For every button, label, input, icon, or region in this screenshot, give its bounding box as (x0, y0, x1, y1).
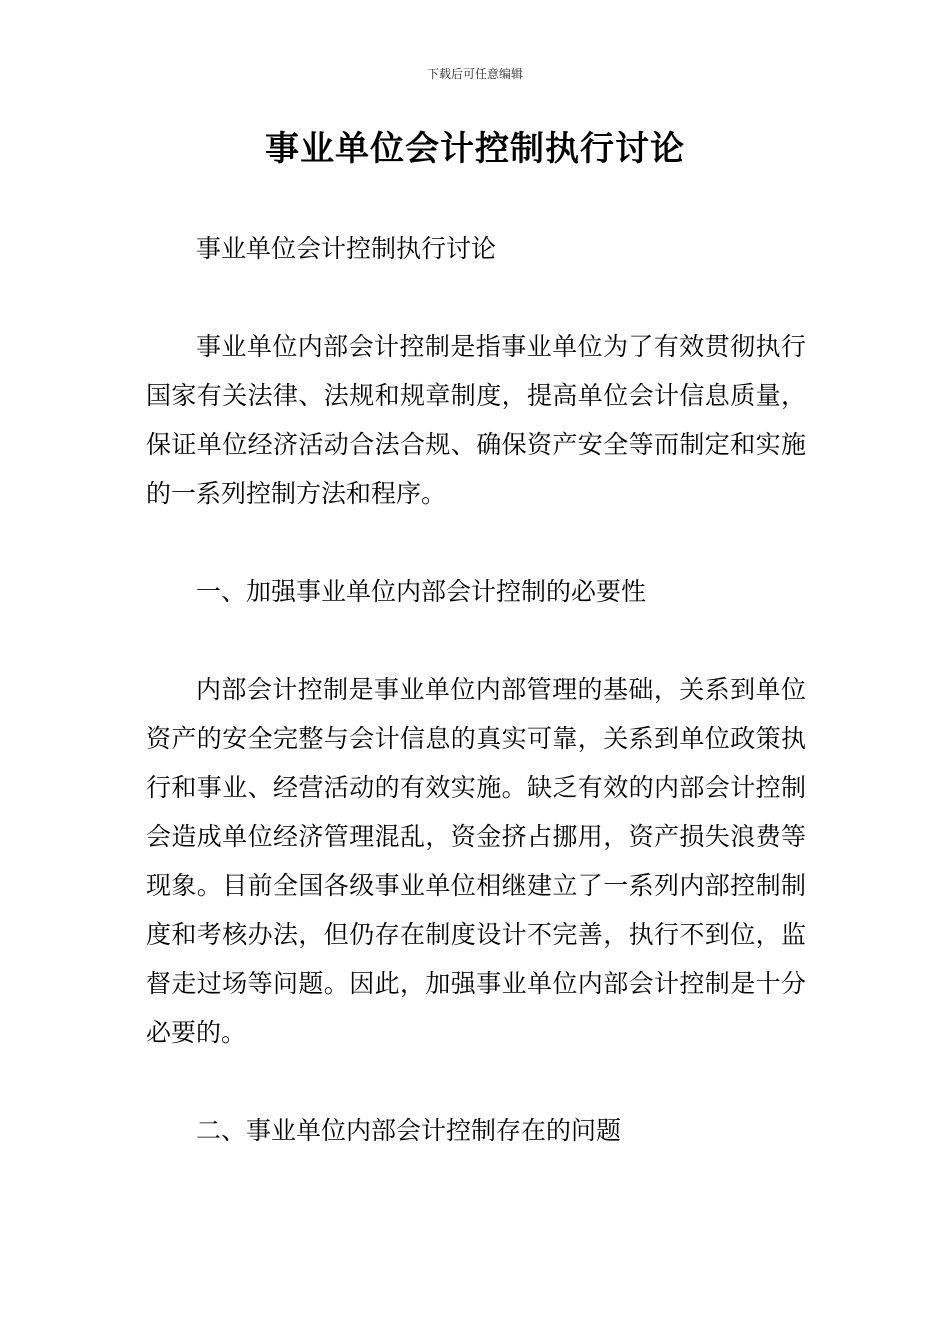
section-heading-1: 一、加强事业单位内部会计控制的必要性 (196, 577, 647, 606)
document-title: 事业单位会计控制执行讨论 (265, 129, 685, 169)
paragraph-intro: 事业单位内部会计控制是指事业单位为了有效贯彻执行国家有关法律、法规和规章制度，提高单位会计信息质量，保证单位经济活动合法合规、确保资产安全等而制定和实施的一系列控制方法和程序。 (146, 332, 806, 508)
header-note: 下载后可任意编辑 (426, 67, 523, 81)
paragraph-gap (146, 616, 806, 665)
paragraph-gap (146, 1057, 806, 1106)
paragraph-necessity: 内部会计控制是事业单位内部管理的基础，关系到单位资产的安全完整与会计信息的真实可靠，关系到单位政策执行和事业、经营活动的有效实施。缺乏有效的内部会计控制会造成单位经济管理混乱，资金挤占挪用，资产损失浪费等现象。目前全国各级事业单位相继建立了一系列内部控制制度和考核办法，但仍存在制度设计不完善，执行不到位，监督走过场等问题。因此，加强事业单位内部会计控制是十分必要的。 (146, 675, 806, 1047)
paragraph-gap (146, 518, 806, 567)
paragraph-subtitle: 事业单位会计控制执行讨论 (196, 234, 497, 263)
section-heading-2: 二、事业单位内部会计控制存在的问题 (196, 1116, 622, 1145)
document-body (146, 224, 806, 1155)
paragraph-gap (146, 273, 806, 322)
